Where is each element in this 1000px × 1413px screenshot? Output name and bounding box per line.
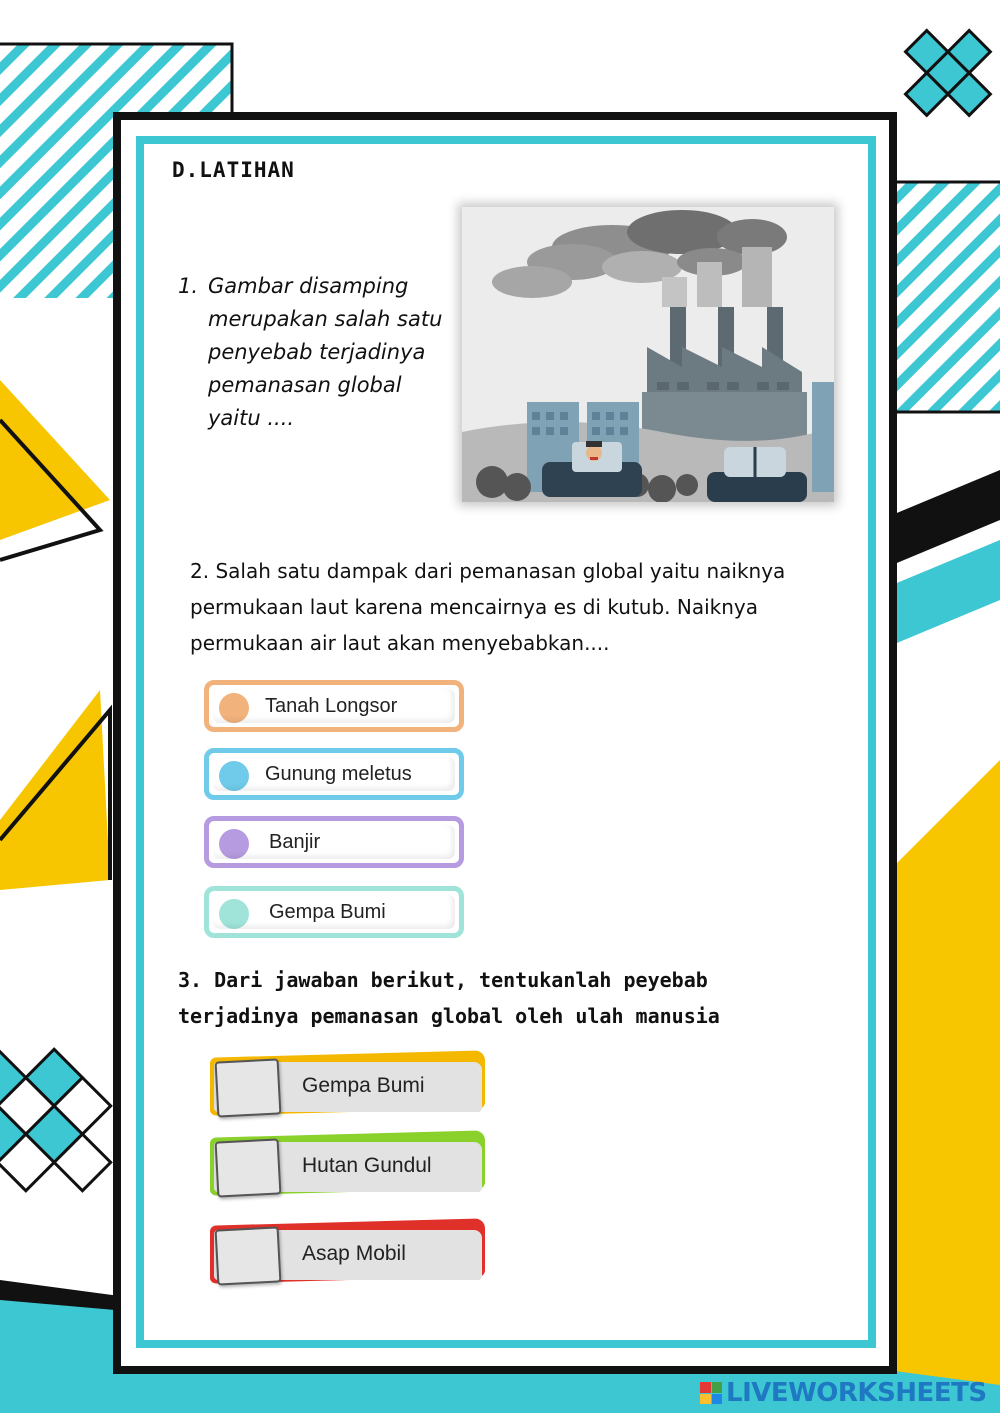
liveworksheets-logo-icon bbox=[700, 1382, 722, 1404]
yellow-triangle-left-bottom bbox=[0, 690, 110, 890]
yellow-band-right bbox=[880, 760, 1000, 1413]
checkbox-option-gempa-bumi[interactable] bbox=[210, 1054, 485, 1112]
yellow-triangle-left-top bbox=[0, 380, 110, 540]
question-1 bbox=[178, 270, 453, 435]
question-3-text: 3. Dari jawaban berikut, tentukanlah peyebab terjadinya pemanasan global oleh ulah manusia bbox=[178, 968, 720, 1028]
question-1-number: 1. bbox=[178, 274, 199, 298]
question-1-text: Gambar disamping merupakan salah satu penyebab terjadinya pemanasan global yaitu .... bbox=[208, 274, 443, 430]
checkbox-option-asap-mobil[interactable] bbox=[210, 1222, 485, 1280]
answer-option-gempa-bumi[interactable] bbox=[204, 886, 464, 938]
striped-block-right bbox=[896, 182, 1000, 412]
checkbox[interactable] bbox=[215, 1226, 282, 1285]
option-radio-dot[interactable] bbox=[219, 693, 249, 723]
factory-pollution-illustration bbox=[462, 207, 834, 502]
checkbox[interactable] bbox=[215, 1138, 282, 1197]
option-radio-dot[interactable] bbox=[219, 899, 249, 929]
option-label: Gunung meletus bbox=[265, 763, 412, 785]
answer-option-tanah-longsor[interactable] bbox=[204, 680, 464, 732]
option-label: Asap Mobil bbox=[302, 1242, 406, 1265]
option-label: Hutan Gundul bbox=[302, 1154, 432, 1177]
diamond-pattern-top-right bbox=[884, 9, 1000, 136]
option-label: Banjir bbox=[269, 831, 321, 853]
option-label: Gempa Bumi bbox=[269, 901, 386, 923]
liveworksheets-logo bbox=[700, 1378, 987, 1408]
brand-name: LIVEWORKSHEETS bbox=[726, 1378, 987, 1408]
option-radio-dot[interactable] bbox=[219, 761, 249, 791]
option-radio-dot[interactable] bbox=[219, 829, 249, 859]
checkbox-option-hutan-gundul[interactable] bbox=[210, 1134, 485, 1192]
question-2-text: 2. Salah satu dampak dari pemanasan global yaitu naiknya permukaan laut karena mencairnya es di kutub. Naiknya permukaan air laut akan menyebabkan.... bbox=[190, 559, 786, 655]
option-label: Tanah Longsor bbox=[265, 695, 398, 717]
answer-option-banjir[interactable] bbox=[204, 816, 464, 868]
answer-option-gunung-meletus[interactable] bbox=[204, 748, 464, 800]
option-label: Gempa Bumi bbox=[302, 1074, 425, 1097]
section-title: D.LATIHAN bbox=[172, 158, 295, 182]
checkbox[interactable] bbox=[215, 1058, 282, 1117]
